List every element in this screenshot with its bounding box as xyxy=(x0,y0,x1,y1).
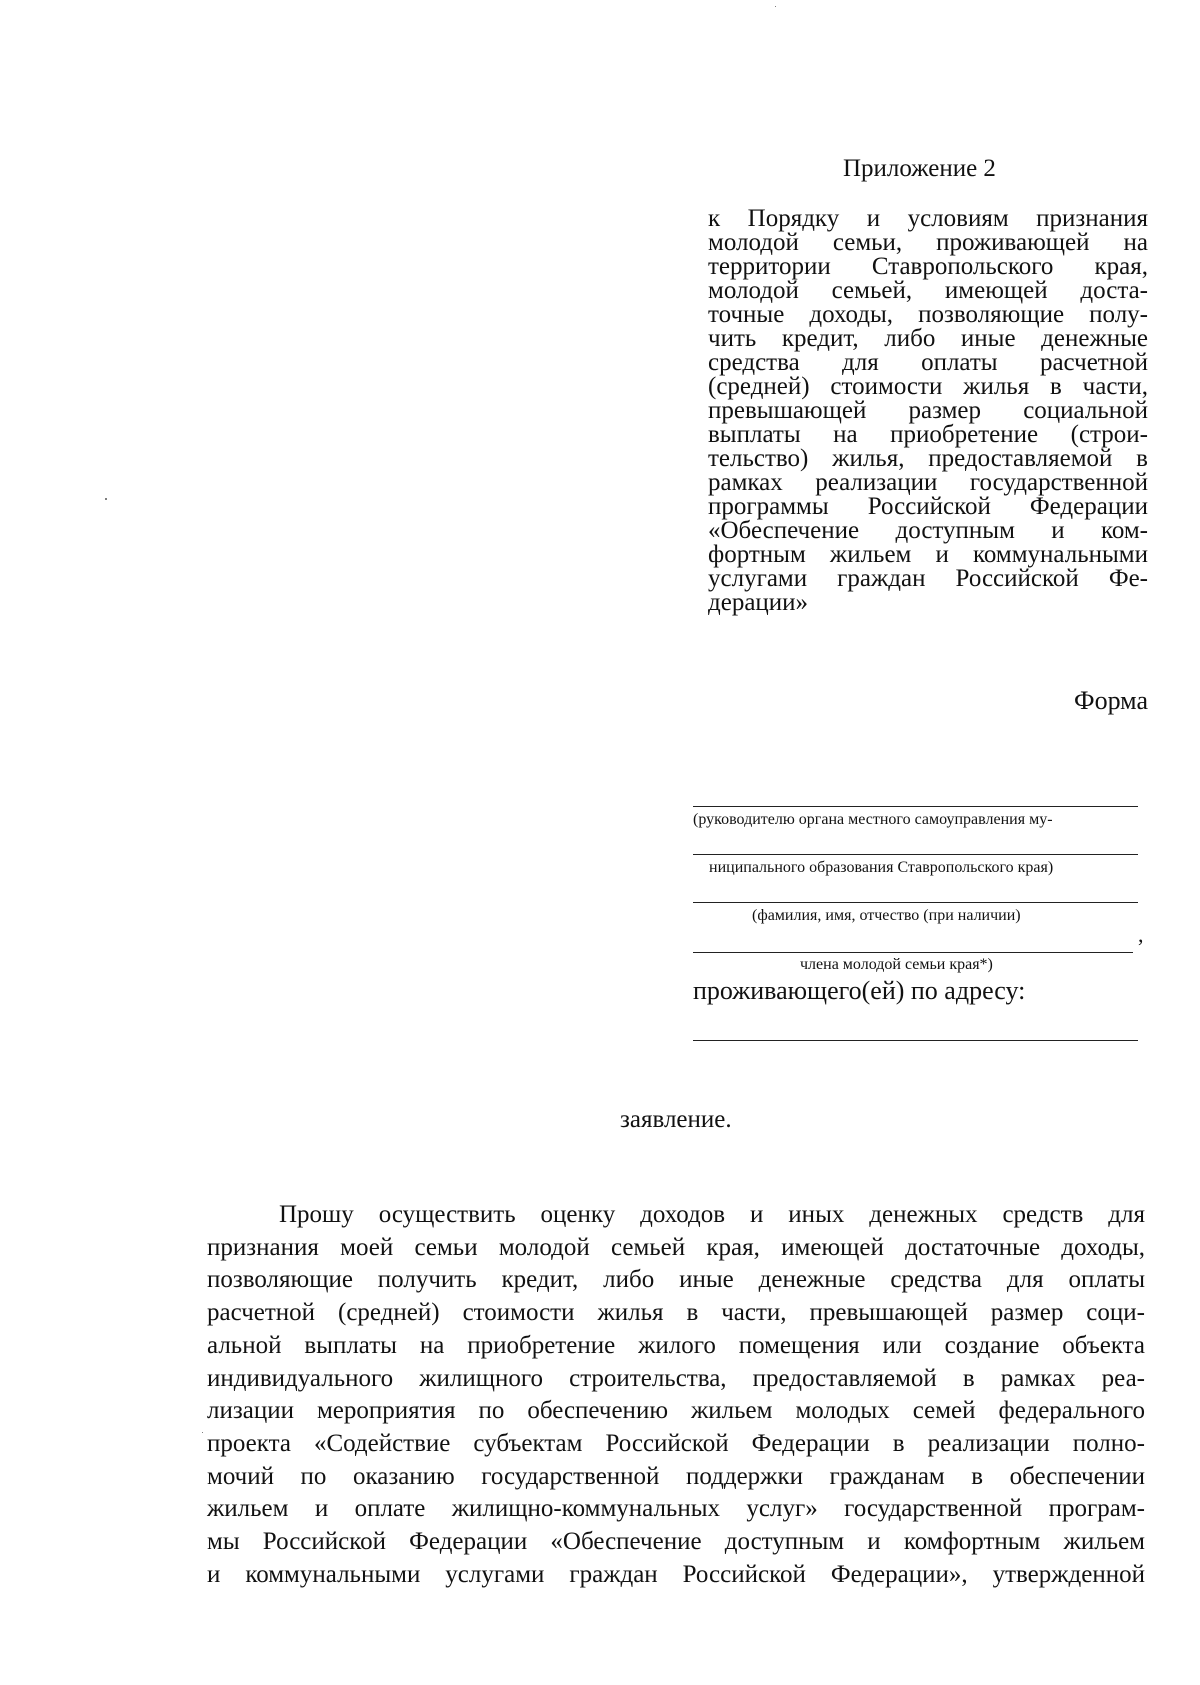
appendix-reference-line: чить кредит, либо иные денежные xyxy=(708,325,1148,352)
recipient-head-line-2[interactable] xyxy=(693,854,1138,855)
address-line[interactable] xyxy=(693,1040,1138,1041)
body-line: расчетной (средней) стоимости жилья в части, превышающей размер соци- xyxy=(207,1299,1145,1327)
appendix-reference-line: молодой семьей, имеющей доста- xyxy=(708,277,1148,304)
body-line: жильем и оплате жилищно-коммунальных услуг» государственной програм- xyxy=(207,1495,1145,1523)
appendix-reference-line: территории Ставропольского края, xyxy=(708,253,1148,280)
appendix-reference-line: «Обеспечение доступным и ком- xyxy=(708,517,1148,544)
appendix-reference-line: средства для оплаты расчетной xyxy=(708,349,1148,376)
appendix-title: Приложение 2 xyxy=(843,155,996,182)
address-label: проживающего(ей) по адресу: xyxy=(693,976,1026,1005)
recipient-head-caption-2: ниципального образования Ставропольского края) xyxy=(709,859,1054,876)
body-line: мочий по оказанию государственной поддержки гражданам в обеспечении xyxy=(207,1462,1145,1490)
applicant-name-caption: (фамилия, имя, отчество (при наличии) xyxy=(752,907,1021,924)
scan-speck xyxy=(202,1432,203,1433)
appendix-reference-line: тельство) жилья, предоставляемой в xyxy=(708,445,1148,472)
appendix-reference-line: фортным жильем и коммунальными xyxy=(708,541,1148,568)
appendix-reference-line: услугами граждан Российской Фе- xyxy=(708,565,1148,592)
scan-speck xyxy=(105,498,107,500)
recipient-head-line-1[interactable] xyxy=(693,806,1138,807)
body-line: мы Российской Федерации «Обеспечение доступным и комфортным жильем xyxy=(207,1528,1145,1556)
appendix-reference-line: рамках реализации государственной xyxy=(708,469,1148,496)
appendix-reference-line: выплаты на приобретение (строи- xyxy=(708,421,1148,448)
body-line: альной выплаты на приобретение жилого помещения или создание объекта xyxy=(207,1331,1145,1359)
appendix-reference-line: точные доходы, позволяющие полу- xyxy=(708,301,1148,328)
appendix-reference-line: к Порядку и условиям признания xyxy=(708,205,1148,232)
appendix-reference-line: программы Российской Федерации xyxy=(708,493,1148,520)
appendix-reference-line: молодой семьи, проживающей на xyxy=(708,229,1148,256)
body-line: лизации мероприятия по обеспечению жильем молодых семей федерального xyxy=(207,1397,1145,1425)
applicant-member-line[interactable] xyxy=(693,952,1133,953)
scan-speck xyxy=(775,6,776,7)
statement-title: заявление. xyxy=(620,1106,732,1133)
body-line: и коммунальными услугами граждан Российской Федерации», утвержденной xyxy=(207,1560,1145,1588)
body-line: Прошу осуществить оценку доходов и иных денежных средств для xyxy=(279,1201,1145,1228)
appendix-reference-line: (средней) стоимости жилья в части, xyxy=(708,373,1148,400)
body-line: признания моей семьи молодой семьей края, имеющей достаточные доходы, xyxy=(207,1233,1145,1261)
body-line: позволяющие получить кредит, либо иные денежные средства для оплаты xyxy=(207,1266,1145,1294)
appendix-reference-line: дерации» xyxy=(708,589,809,616)
member-line-comma: , xyxy=(1138,922,1144,947)
appendix-reference-line: превышающей размер социальной xyxy=(708,397,1148,424)
form-label: Форма xyxy=(1074,686,1148,715)
body-line: индивидуального жилищного строительства, предоставляемой в рамках реа- xyxy=(207,1364,1145,1392)
recipient-head-caption-1: (руководителю органа местного самоуправления му- xyxy=(693,811,1053,828)
statement-body xyxy=(207,1199,1145,1591)
applicant-name-line[interactable] xyxy=(693,902,1138,903)
applicant-member-caption: члена молодой семьи края*) xyxy=(800,956,993,973)
appendix-reference xyxy=(708,207,1148,615)
body-line: проекта «Содействие субъектам Российской Федерации в реализации полно- xyxy=(207,1429,1145,1457)
